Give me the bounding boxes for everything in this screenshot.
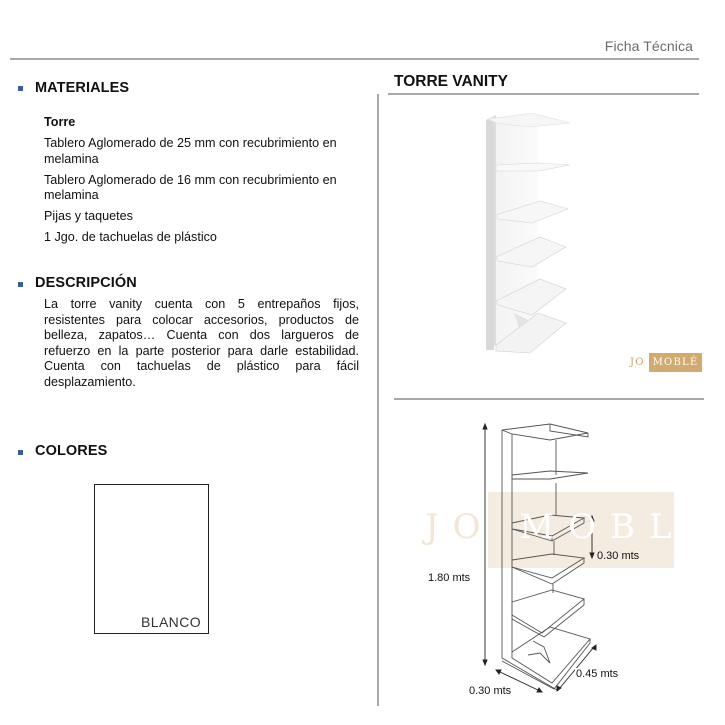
- product-photo: [470, 105, 580, 355]
- diagram-shelf: [512, 471, 588, 479]
- brand-logo-part1: JO: [630, 356, 645, 368]
- bullet-icon: [18, 450, 23, 455]
- materials-list: [44, 115, 364, 251]
- diagram-shelf: [512, 515, 584, 536]
- dimension-diagram: [420, 415, 700, 710]
- description-heading: DESCRIPCIÓN: [35, 275, 137, 291]
- materials-item: Pijas y taquetes: [44, 209, 133, 223]
- diagram-side-panel: [502, 430, 557, 690]
- description-text: La torre vanity cuenta con 5 entrepaños fijos, resistentes para colocar accesorios, productos de belleza, zapatos… Cuenta con dos largueros de refuerzo en la parte posterior para darle estabilidad. Cuenta con tachuelas de plástico para fácil desplazamiento.: [44, 297, 359, 389]
- materials-item: Tablero Aglomerado de 25 mm con recubrimiento en melamina: [44, 136, 337, 166]
- brand-logo: [630, 351, 702, 373]
- brand-logo-part2: MOBLÉ: [649, 353, 703, 372]
- diagram-brace: [528, 641, 550, 663]
- shelf-spacing-arrow: [590, 516, 594, 558]
- column-divider: [377, 94, 379, 706]
- depth-dimension-label: 0.45 mts: [576, 668, 619, 680]
- height-dimension-label: 1.80 mts: [428, 572, 471, 584]
- materials-item: Torre: [44, 115, 76, 129]
- watermark-part1: JO: [425, 507, 495, 547]
- colors-heading: COLORES: [35, 443, 108, 459]
- shelf-spacing-dimension-label: 0.30 mts: [597, 550, 640, 562]
- bullet-icon: [18, 86, 23, 91]
- document-title: Ficha Técnica: [604, 38, 693, 54]
- section-divider: [394, 398, 704, 400]
- header-divider: [10, 58, 699, 60]
- materials-heading: MATERIALES: [35, 80, 130, 96]
- materials-item: 1 Jgo. de tachuelas de plástico: [44, 230, 217, 244]
- diagram-shelf: [512, 590, 584, 633]
- color-swatch-blanco: [94, 484, 209, 634]
- materials-item: Tablero Aglomerado de 16 mm con recubrimiento en melamina: [44, 172, 337, 202]
- color-swatch-label: BLANCO: [141, 614, 201, 630]
- height-arrow: [483, 424, 487, 665]
- bullet-icon: [18, 282, 23, 287]
- watermark-part2: MOBLÉ: [519, 507, 725, 547]
- diagram-shelf: [512, 554, 584, 578]
- diagram-top-shelf: [502, 424, 588, 440]
- product-title: TORRE VANITY: [394, 73, 508, 90]
- width-dimension-label: 0.30 mts: [469, 685, 512, 697]
- product-title-divider: [388, 93, 699, 95]
